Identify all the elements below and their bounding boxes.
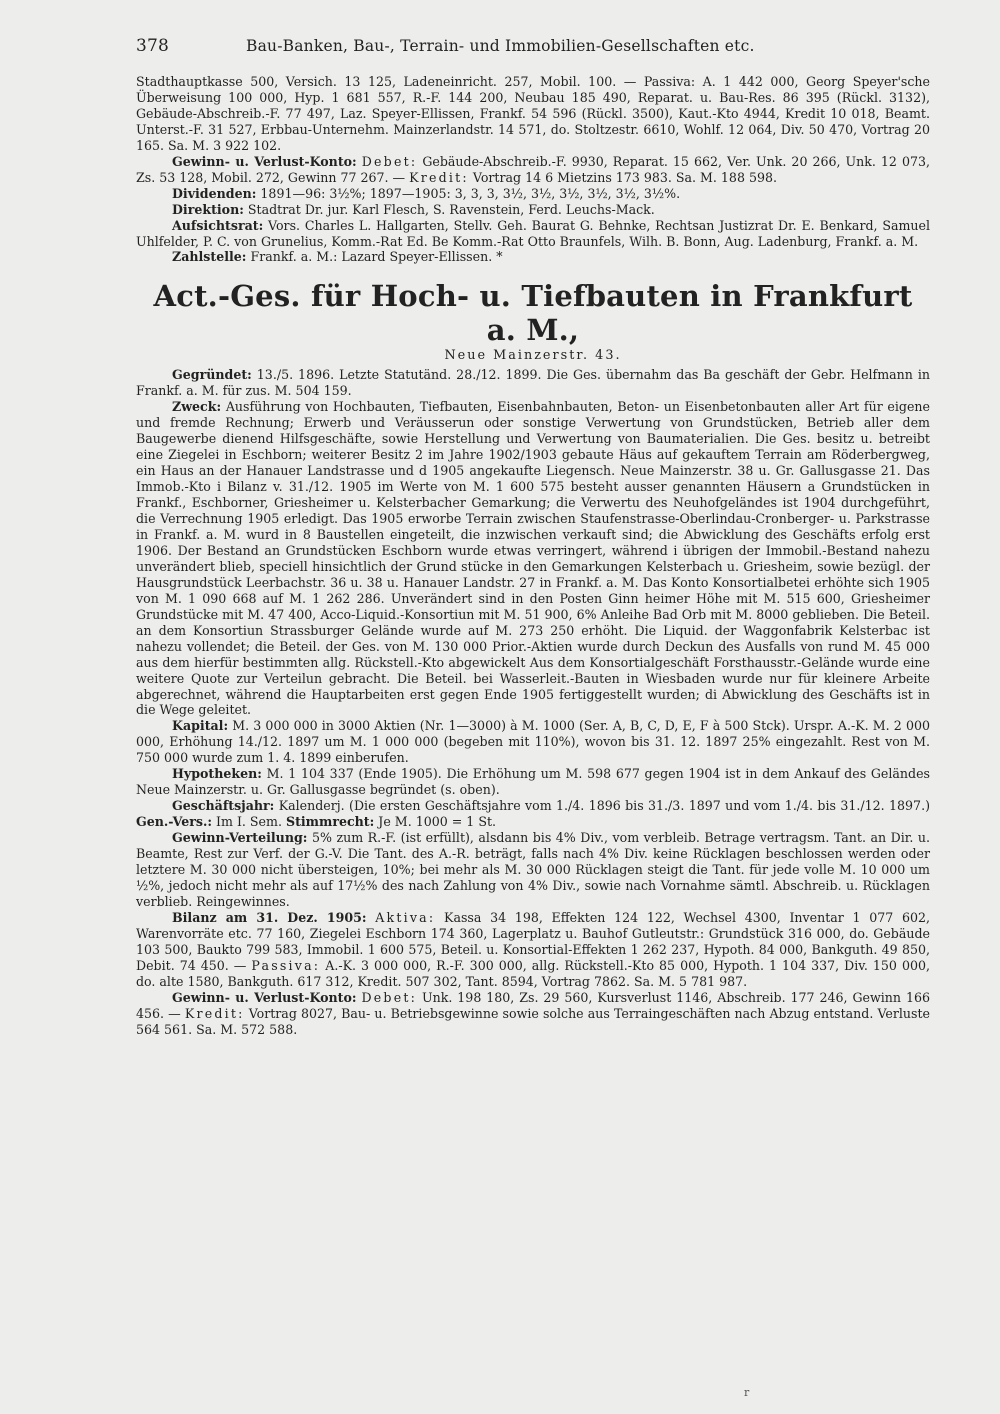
guv-debet-label: Debet: [361, 153, 418, 169]
geschaeftsjahr-text: Kalenderj. (Die ersten Geschäftsjahre vom 1./4. 1896 bis 31./3. 1897 und vom 1./4. bis 31./12. 1897.) [278, 798, 930, 814]
gewinn-verteilung-label: Gewinn-Verteilung: [172, 830, 308, 846]
previous-entry-zahlstelle [136, 249, 930, 265]
hypotheken-text: M. 1 104 337 (Ende 1905). Die Erhöhung um M. 598 677 gegen 1904 ist in dem Ankauf des Geländes Neue Mainzerstr. u. Gr. Gallusgasse begründet (s. oben). [136, 766, 930, 798]
gen-vers-label: Gen.-Vers.: [136, 814, 213, 830]
passiva-tail-text: Stadthauptkasse 500, Versich. 13 125, Ladeneinricht. 257, Mobil. 100. — Passiva: A. 1 442 000, Georg Speyer'sche Überweisung 100 000, Hyp. 1 681 557, R.-F. 144 200, Neubau 185 490, Reparat. u. Bau-Res. 86 395 (Rückl. 3132), Gebäude-Abschreib.-F. 77 497, Laz. Speyer-Ellissen, Frankf. 54 596 (Rückl. 3500), Kaut.-Kto 4944, Kredit 10 018, Beamt. Unterst.-F. 31 527, Erbbau-Unternehm. Mainzerlandstr. 14 571, do. Stoltzestr. 6610, Wohlf. 12 064, Div. 50 470, Vortrag 20 165. Sa. M. 3 922 102. [136, 74, 930, 153]
bilanz-text-2: A.-K. 3 000 000, R.-F. 300 000, allg. Rückstell.-Kto 85 000, Hypoth. 1 104 337, Div. 150 000, do. alte 1580, Bankguth. 617 312, Kredit. 507 302, Tant. 8594, Vortrag 7862. Sa. M. 5 781 987. [136, 957, 930, 989]
running-title: Bau-Banken, Bau-, Terrain- und Immobilien-Gesellschaften etc. [246, 37, 755, 55]
section-geschaeftsjahr [136, 798, 930, 830]
dividends-text: 1891—96: 3½%; 1897—1905: 3, 3, 3, 3½, 3½, 3½, 3½, 3½, 3½%. [260, 185, 681, 201]
bilanz-label: Bilanz am 31. Dez. 1905: [172, 909, 367, 925]
company-guv-text-2: Vortrag 8027, Bau- u. Betriebsgewinne sowie solche aus Terraingeschäften nach Abzug entstand. Verluste 564 561. Sa. M. 572 588. [136, 1005, 930, 1037]
company-title: Act.-Ges. für Hoch- u. Tiefbauten in Frankfurt a. M., [153, 279, 913, 348]
kapital-text: M. 3 000 000 in 3000 Aktien (Nr. 1—3000) à M. 1000 (Ser. A, B, C, D, E, F à 500 Stck). Urspr. A.-K. M. 2 000 000, Erhöhung 14./12. 1897 um M. 1 000 000 (begeben mit 110%), wovon bis 31. 12. 1897 25% eingezahlt. Rest von M. 750 000 wurde zum 1. 4. 1899 einberufen. [136, 718, 930, 766]
company-guv-kredit-label: Kredit: [184, 1005, 245, 1021]
gen-vers-text: Im I. Sem. [216, 814, 282, 830]
guv-kredit-label: Kredit: [409, 169, 469, 185]
page-tail-mark: r [744, 1386, 750, 1399]
page-header [136, 36, 930, 56]
page-number: 378 [136, 36, 170, 56]
company-address: Neue Mainzerstr. 43. [444, 348, 622, 364]
gegruendet-text: 13./5. 1896. Letzte Statutänd. 28./12. 1899. Die Ges. übernahm das Ba geschäft der Gebr. Helfmann in Frankf. a. M. für zus. M. 504 159. [136, 367, 930, 399]
zweck-text: Ausführung von Hochbauten, Tiefbauten, Eisenbahnbauten, Beton- un Eisenbetonbauten aller Art für eigene und fremde Rechnung; Erwerb und Veräusserun oder sonstige Verwertung von Grundstücken, Betrieb aller dem Baugewerbe dienend Hilfsgeschäfte, sowie Herstellung und Verwertung von Baumaterialien. Die Ges. besitz u. betreibt eine Ziegelei in Eschborn; weiterer Besitz 2 im Jahre 1902/1903 gebaute Häus auf gekauftem Terrain am Röderbergweg, ein Haus an der Hanauer Landstrasse und d 1905 angekaufte Liegensch. Neue Mainzerstr. 38 u. Gr. Gallusgasse 21. Das Immob.-Kto i Bilanz v. 31./12. 1905 im Werte von M. 1 600 575 besteht ausser genannten Häusern a Grundstücken in Frankf., Eschborner, Griesheimer u. Kelsterbacher Gemarkung; die Verwertu des Neuhofgeländes ist 1904 durchgeführt, die Verrechnung 1905 erledigt. Das 1905 erworbe Terrain zwischen Staufenstrasse-Oberlindau-Cronberger- u. Parkstrasse in Frankf. a. M. wurd in 8 Baustellen eingeteilt, die inzwischen verkauft sind; die Abwicklung des Geschäfts erfolg erst 1906. Der Bestand an Grundstücken Eschborn wurde etwas verringert, während i übrigen der Immobil.-Bestand nahezu unverändert blieb, speciell hinsichtlich der Grund stücke in den Gemarkungen Kelsterbach u. Griesheim, sowie bezügl. der Hausgrundstück Leerbachstr. 36 u. 38 u. Hanauer Landstr. 27 in Frankf. a. M. Das Konto Konsortialbetei erhöhte sich 1905 von M. 1 090 668 auf M. 1 262 286. Unverändert sind in den Posten Ginn heimer Höhe mit M. 515 600, Griesheimer Grundstücke mit M. 47 400, Acco-Liquid.-Konsortiun mit M. 51 900, 6% Anleihe Bad Orb mit M. 8000 geblieben. Die Beteil. an dem Konsortiun Strassburger Gelände wurde auf M. 273 250 erhöht. Die Liquid. der Waggonfabrik Kelsterbac ist nahezu vollendet; die Beteil. der Ges. von M. 130 000 Prior.-Aktien wurde durch Deckun des Ausfalls von rund M. 45 000 aus dem hierfür bestimmten allg. Rückstell.-Kto abgewickelt Aus dem Konsortialgeschäft Forsthausstr.-Gelände wurde eine weitere Quote zur Verteilun gebracht. Die Beteil. bei Wasserleit.-Bauten in Wiesbaden wurde nur für kleinere Arbeite abgerechnet, während die Hauptarbeiten erst gegen Ende 1905 fertiggestellt wurden; di Abwicklung des Geschäfts ist in die Wege geleitet. [136, 399, 930, 718]
company-guv-debet-label: Debet: [361, 989, 418, 1005]
gewinn-verteilung-text: 5% zum R.-F. (ist erfüllt), alsdann bis 4% Div., vom verbleib. Betrage vertragsm. Tant. an Dir. u. Beamte, Rest zur Verf. der G.-V. Die Tant. des A.-R. beträgt, falls nach 4% Div. keine Rücklagen beschlossen werden oder letztere M. 30 000 nicht übersteigen, 10%; bei mehr als M. 30 000 Rücklagen steigt die Tant. für jede volle M. 10 000 um ½%, jedoch nicht mehr als auf 17½% des nach Zahlung von 4% Div., sowie nach Vornahme sämtl. Abschreib. u. Rücklagen verblieb. Reingewinnes. [136, 830, 930, 909]
direktion-text: Stadtrat Dr. jur. Karl Flesch, S. Ravenstein, Ferd. Leuchs-Mack. [247, 201, 655, 217]
aufsichtsrat-text: Vors. Charles L. Hallgarten, Stellv. Geh. Baurat G. Behnke, Rechtsan Justizrat Dr. E. Benkard, Samuel Uhlfelder, P. C. von Grunelius, Komm.-Rat Ed. Be Komm.-Rat Otto Braunfels, Wilh. B. Bonn, Aug. Ladenburg, Frankf. a. M. [136, 217, 930, 249]
section-gegruendet [136, 367, 930, 399]
stimmrecht-label: Stimmrecht: [285, 814, 375, 830]
section-zweck [136, 399, 930, 718]
bilanz-aktiva-label: Aktiva: [375, 909, 436, 925]
bilanz-passiva-label: Passiva: [251, 957, 321, 973]
geschaeftsjahr-label: Geschäftsjahr: [172, 798, 275, 814]
stimmrecht-text: Je M. 1000 = 1 St. [378, 814, 497, 830]
section-kapital [136, 718, 930, 766]
guv-text-2: Vortrag 14 6 Mietzins 173 983. Sa. M. 188 598. [472, 169, 777, 185]
hypotheken-label: Hypotheken: [172, 766, 262, 782]
bilanz-text-1: Kassa 34 198, Effekten 124 122, Wechsel 4300, Inventar 1 077 602, Warenvorräte etc. 77 160, Ziegelei Eschborn 174 360, Lagerplatz u. Bauhof Gutleutstr.: Grundstück 316 000, do. Gebäude 103 500, Baukto 799 583, Immobil. 1 600 575, Beteil. u. Konsortial-Effekten 1 262 237, Hypoth. 84 000, Bankguth. 49 850, Debit. 74 450. — [136, 909, 930, 973]
guv-text-1: Gebäude-Abschreib.-F. 9930, Reparat. 15 662, Ver. Unk. 20 266, Unk. 12 073, Zs. 53 128, Mobil. 272, Gewinn 77 267. — [136, 153, 930, 185]
company-guv-text-1: Unk. 198 180, Zs. 29 560, Kursverlust 1146, Abschreib. 177 246, Gewinn 166 456. — [136, 989, 930, 1021]
section-gewinn-verteilung [136, 830, 930, 910]
previous-entry-aufsichtsrat [136, 218, 930, 250]
section-bilanz [136, 910, 930, 990]
dividends-label: Dividenden: [172, 185, 257, 201]
section-hypotheken [136, 766, 930, 798]
section-gewinn-verlust [136, 990, 930, 1038]
gegruendet-label: Gegründet: [172, 367, 252, 383]
previous-entry-passiva [136, 74, 930, 154]
zahlstelle-label: Zahlstelle: [172, 249, 247, 265]
kapital-label: Kapital: [172, 718, 229, 734]
direktion-label: Direktion: [172, 201, 244, 217]
previous-entry-guv [136, 154, 930, 186]
previous-entry-direktion [136, 202, 930, 218]
aufsichtsrat-label: Aufsichtsrat: [172, 217, 264, 233]
guv-label: Gewinn- u. Verlust-Konto: [172, 153, 357, 169]
zahlstelle-text: Frankf. a. M.: Lazard Speyer-Ellissen. * [250, 249, 503, 265]
zweck-label: Zweck: [172, 399, 222, 415]
previous-entry-dividends [136, 186, 930, 202]
company-guv-label: Gewinn- u. Verlust-Konto: [172, 989, 357, 1005]
